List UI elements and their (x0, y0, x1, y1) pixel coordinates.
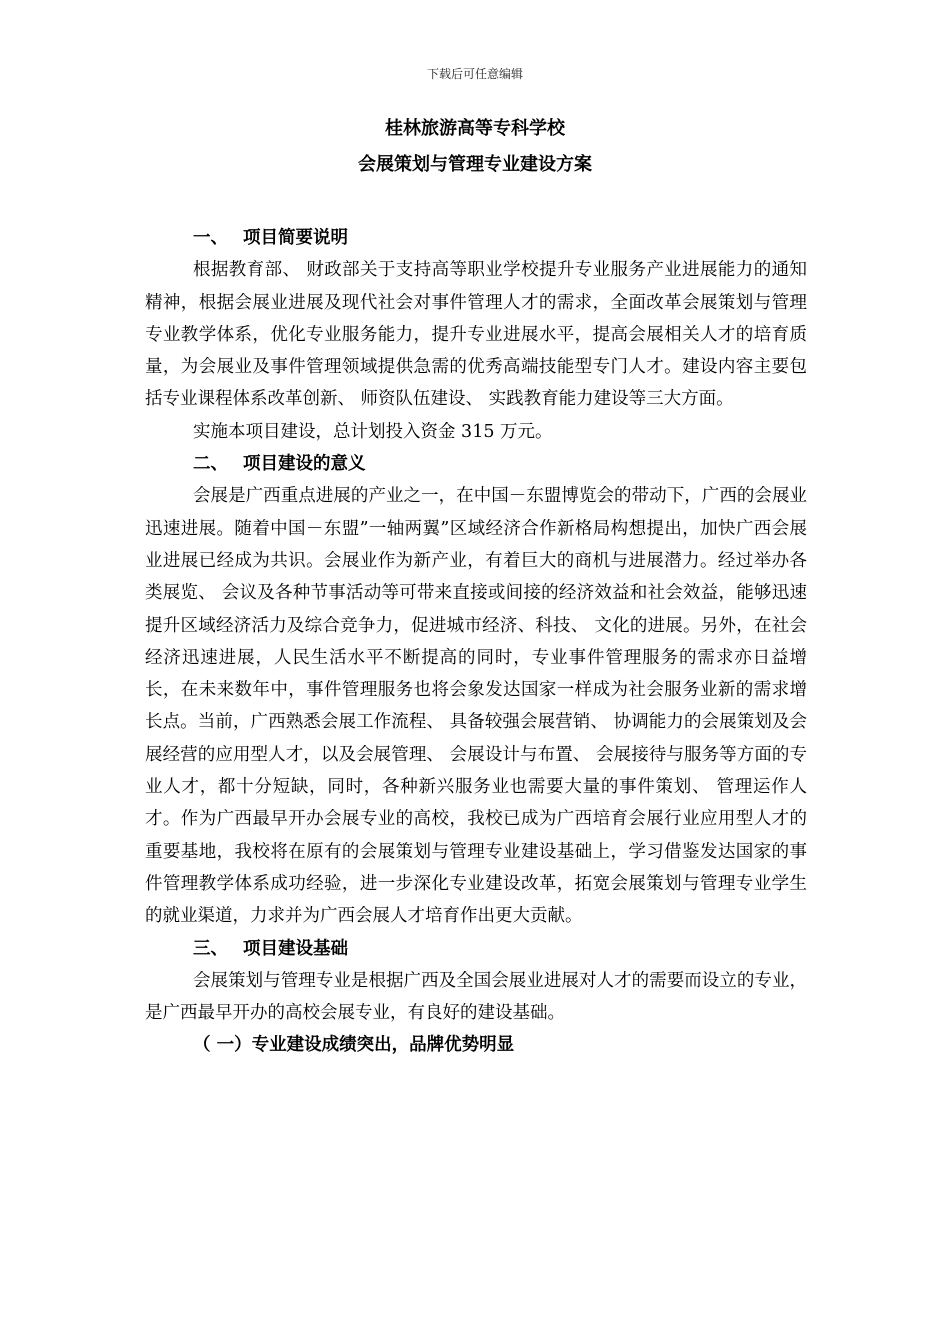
paragraph: 会展策划与管理专业是根据广西及全国会展业进展对人才的需要而设立的专业，是广西最早开办的高校会展专业，有良好的建设基础。 (145, 970, 807, 1024)
paragraph: 实施本项目建设，总计划投入资金 315 万元。 (193, 421, 553, 442)
section-heading-3 (145, 933, 807, 965)
section-title: 项目简要说明 (243, 228, 348, 248)
paragraph: 会展是广西重点进展的产业之一，在中国－东盟博览会的带动下，广西的会展业迅速进展。随着中国－东盟”一轴两翼”区域经济合作新格局构想提出，加快广西会展业进展已经成为共识。会展业作为新产业，有着巨大的商机与进展潜力。经过举办各类展览、 会议及各种节事活动等可带来直接或间接的经济效益和社会效益，能够迅速提升区域经济活力及综合竞争力，促进城市经济、科技、 文化的进展。另外，在社会经济迅速进展，人民生活水平不断提高的同时，专业事件管理服务的需求亦日益增长，在未来数年中，事件管理服务也将会象发达国家一样成为社会服务业新的需求增长点。当前，广西熟悉会展工作流程、 具备较强会展营销、 协调能力的会展策划及会展经营的应用型人才，以及会展管理、 会展设计与布置、 会展接待与服务等方面的专业人才，都十分短缺，同时，各种新兴服务业也需要大量的事件策划、 管理运作人才。作为广西最早开办会展专业的高校，我校已成为广西培育会展行业应用型人才的重要基地，我校将在原有的会展策划与管理专业建设基础上，学习借鉴发达国家的事件管理教学体系成功经验，进一步深化专业建设改革，拓宽会展策划与管理专业学生的就业渠道，力求并为广西会展人才培育作出更大贡献。 (145, 486, 807, 927)
plan-title: 会展策划与管理专业建设方案 (358, 154, 592, 175)
section-number: 二、 (193, 454, 228, 475)
download-note: 下载后可任意编辑 (426, 67, 523, 81)
section-heading-2 (145, 448, 807, 480)
section-number: 一、 (193, 228, 228, 248)
section-title: 项目建设基础 (243, 938, 348, 959)
section-number: 三、 (193, 938, 228, 959)
paragraph: 根据教育部、 财政部关于支持高等职业学校提升专业服务产业进展能力的通知精神，根据会展业进展及现代社会对事件管理人才的需求，全面改革会展策划与管理专业教学体系，优化专业服务能力，提升专业进展水平，提高会展相关人才的培育质量，为会展业及事件管理领域提供急需的优秀高端技能型专门人才。建设内容主要包括专业课程体系改革创新、 师资队伍建设、 实践教育能力建设等三大方面。 (145, 260, 807, 410)
document-body (145, 222, 807, 1062)
section-heading-1 (145, 222, 807, 254)
section-title: 项目建设的意义 (243, 454, 366, 475)
school-name-title: 桂林旅游高等专科学校 (385, 118, 565, 139)
subsection-heading: （ 一）专业建设成绩突出，品牌优势明显 (193, 1035, 515, 1056)
